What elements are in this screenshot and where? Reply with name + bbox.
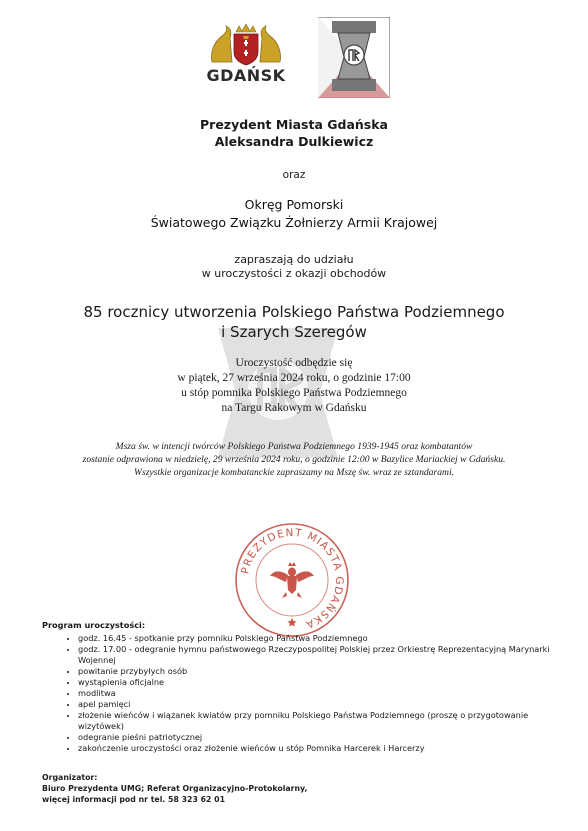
gdansk-logo — [200, 22, 292, 94]
mayor-name: Aleksandra Dulkiewicz — [214, 134, 374, 149]
event-title-line-1: 85 rocznicy utworzenia Polskiego Państwa Podziemnego — [83, 303, 505, 321]
city-name: GDAŃSK — [206, 66, 286, 85]
association-name: Światowego Związku Żołnierzy Armii Krajowej — [150, 215, 438, 230]
list-item: • powitanie przybyłych osób — [78, 666, 562, 677]
details-line-2: w piątek, 27 września 2024 roku, o godzinie 17:00 — [177, 372, 411, 384]
list-item: • wystąpienia oficjalne — [78, 677, 562, 688]
conjunction-text: oraz — [282, 169, 306, 181]
ak-emblem-icon — [318, 17, 390, 98]
event-title-line-2: i Szarych Szeregów — [221, 323, 367, 341]
organizer-section — [42, 772, 442, 805]
mass-line-2: zostanie odprawiona w niedzielę, 29 września 2024 roku, o godzinie 12:00 w Bazylice Mariackiej w Gdańsku. — [82, 454, 506, 465]
list-item: • zakończenie uroczystości oraz złożenie wieńców u stóp Pomnika Harcerek i Harcerzy — [78, 743, 562, 754]
program-list — [42, 633, 562, 754]
list-item: • godz. 16.45 - spotkanie przy pomniku Polskiego Państwa Podziemnego — [78, 633, 562, 644]
invitation-line-1: zapraszają do udziału — [234, 253, 354, 266]
details-line-4: na Targu Rakowym w Gdańsku — [221, 402, 367, 414]
mayor-title: Prezydent Miasta Gdańska — [200, 117, 388, 132]
gdansk-coat-of-arms-icon — [206, 22, 286, 66]
list-item: • godz. 17.00 - odegranie hymnu państwowego Rzeczypospolitej Polskiej przez Orkiestrę Reprezentacyjną Marynarki Wojennej — [78, 644, 562, 666]
program-section — [42, 620, 562, 754]
organizer-line-2: więcej informacji pod nr tel. 58 323 62 01 — [42, 795, 226, 804]
invitation-line-2: w uroczystości z okazji obchodów — [201, 267, 387, 280]
mass-line-3: Wszystkie organizacje kombatanckie zapraszamy na Mszę św. wraz ze sztandarami. — [133, 467, 455, 478]
armia-krajowa-emblem — [318, 17, 390, 98]
organizer-heading: Organizator: — [42, 773, 98, 782]
host-mayor — [0, 116, 588, 150]
details-line-1: Uroczystość odbędzie się — [235, 357, 353, 369]
event-title — [0, 302, 588, 342]
stamp-text: PREZYDENT MIASTA GDAŃSKA — [239, 526, 346, 631]
invitation-text — [0, 253, 588, 281]
association-region: Okręg Pomorski — [244, 197, 344, 212]
program-heading: Program uroczystości: — [42, 620, 146, 630]
mass-information — [0, 440, 588, 479]
list-item: • złożenie wieńców i wiązanek kwiatów przy pomniku Polskiego Państwa Podziemnego (proszę o przygotowanie wizytówek) — [78, 710, 562, 732]
event-details — [0, 356, 588, 416]
list-item: • odegranie pieśni patriotycznej — [78, 732, 562, 743]
eagle-icon — [270, 562, 314, 598]
mass-line-1: Msza św. w intencji twórców Polskiego Państwa Podziemnego 1939-1945 oraz kombatantów — [115, 441, 473, 452]
details-line-3: u stóp pomnika Polskiego Państwa Podziemnego — [181, 387, 407, 399]
list-item: • apel pamięci — [78, 699, 562, 710]
host-association — [0, 196, 588, 232]
organizer-line-1: Biuro Prezydenta UMG; Referat Organizacyjno-Protokolarny, — [42, 784, 308, 793]
list-item: • modlitwa — [78, 688, 562, 699]
